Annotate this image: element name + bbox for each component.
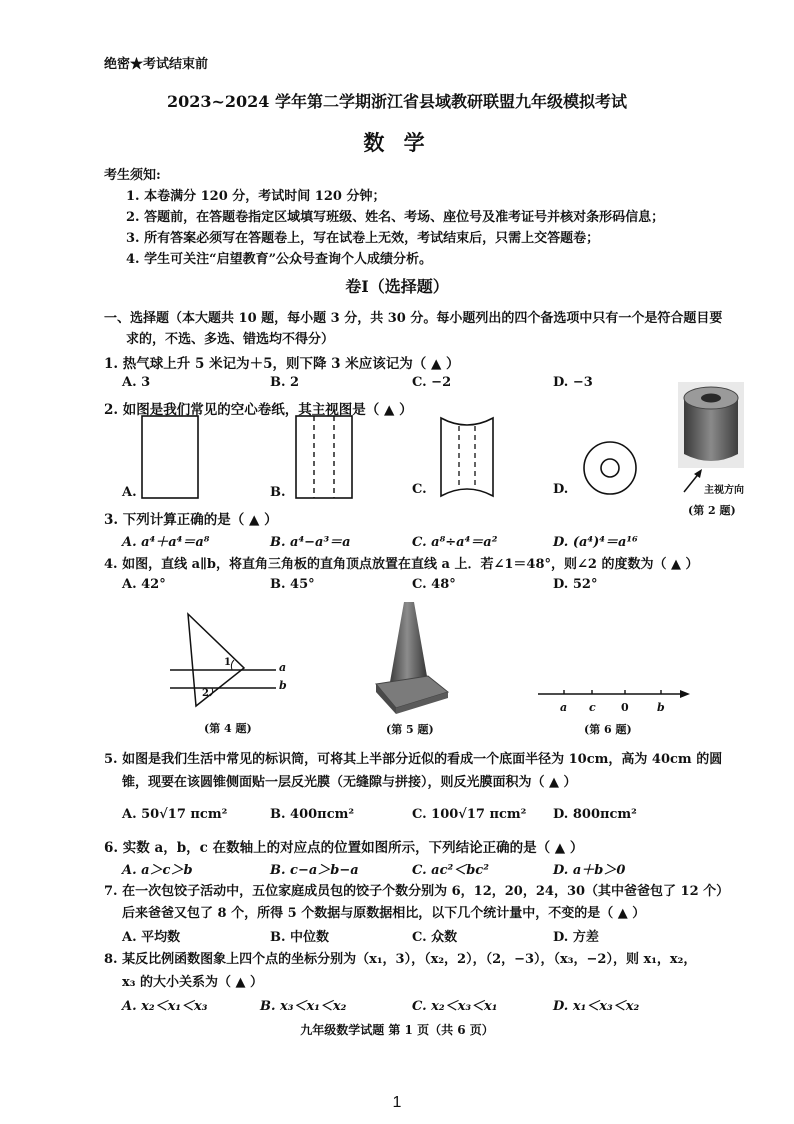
- q7-option-c: C. 众数: [412, 930, 458, 945]
- q7-option-d: D. 方差: [553, 930, 599, 945]
- fig6-label-0: 0: [621, 701, 629, 714]
- notice-item: 4. 学生可关注“启望教育”公众号查询个人成绩分析。: [126, 252, 433, 267]
- fig4-label-a: a: [279, 661, 287, 674]
- q5-option-a: A. 50√17 πcm²: [122, 807, 228, 822]
- fig6-label-a: a: [560, 701, 568, 714]
- q3-option-a: A. a⁴＋a⁴＝a⁸: [122, 535, 210, 550]
- figure-4-caption: (第 4 题): [204, 722, 252, 735]
- figure-2-caption: (第 2 题): [688, 504, 736, 517]
- q3-option-b: B. a⁴−a³＝a: [270, 535, 351, 550]
- toilet-roll-photo: [678, 382, 744, 468]
- q8-option-c: C. x₂＜x₃＜x₁: [412, 999, 498, 1014]
- q2-option-d: D.: [553, 482, 569, 497]
- section-title: 卷I（选择题）: [345, 277, 449, 296]
- q5-option-d: D. 800πcm²: [553, 807, 637, 822]
- question-6-stem: 6. 实数 a，b，c 在数轴上的对应点的位置如图所示，下列结论正确的是（ ▲ ）: [104, 840, 584, 856]
- q5-option-b: B. 400πcm²: [270, 807, 355, 822]
- fig6-label-b: b: [657, 701, 665, 714]
- exam-title: 2023~2024 学年第二学期浙江省县域教研联盟九年级模拟考试: [166, 92, 628, 111]
- q1-option-b: B. 2: [270, 375, 300, 390]
- q4-option-a: A. 42°: [122, 577, 166, 592]
- q4-option-b: B. 45°: [270, 577, 315, 592]
- q7-option-a: A. 平均数: [122, 930, 181, 945]
- secret-label: 绝密★考试结束前: [104, 57, 209, 72]
- view-direction-arrow: [680, 468, 706, 494]
- question-8-stem-cont: x₃ 的大小关系为（ ▲ ）: [122, 975, 264, 990]
- q3-option-c: C. a⁸÷a⁴＝a²: [412, 535, 498, 550]
- figure-5-caption: (第 5 题): [386, 723, 434, 736]
- q2-figure-d-ring: [580, 438, 640, 498]
- section-instruction: 一、选择题（本大题共 10 题，每小题 3 分，共 30 分。每小题列出的四个备选项中只有一个是符合题目要: [104, 311, 723, 326]
- question-2-stem: 2. 如图是我们常见的空心卷纸，其主视图是（ ▲ ）: [104, 402, 413, 418]
- q2-figure-b-dashed-rectangle: [294, 414, 356, 500]
- question-7-stem: 7. 在一次包饺子活动中，五位家庭成员包的饺子个数分别为 6，12，20，24，30（其中爸爸包了 12 个）: [104, 884, 730, 899]
- q6-option-d: D. a＋b＞0: [553, 863, 626, 878]
- q5-option-c: C. 100√17 πcm²: [412, 807, 527, 822]
- question-7-stem-cont: 后来爸爸又包了 8 个，所得 5 个数据与原数据相比，以下几个统计量中，不变的是（ ▲ ）: [122, 906, 646, 921]
- fig4-angle-1: 1: [224, 657, 231, 668]
- q7-option-b: B. 中位数: [270, 930, 330, 945]
- fig4-label-b: b: [279, 679, 287, 692]
- view-direction-label: 主视方向: [704, 485, 744, 496]
- q8-option-d: D. x₁＜x₃＜x₂: [553, 999, 640, 1014]
- q6-option-c: C. ac²＜bc²: [412, 863, 489, 878]
- subject-title: 数 学: [363, 130, 431, 155]
- figure-5-cone-photo: [372, 600, 452, 716]
- q8-option-a: A. x₂＜x₁＜x₃: [122, 999, 208, 1014]
- q4-option-c: C. 48°: [412, 577, 456, 592]
- q1-option-a: A. 3: [122, 375, 151, 390]
- question-3-stem: 3. 下列计算正确的是（ ▲ ）: [104, 512, 278, 528]
- notice-item: 3. 所有答案必须写在答题卷上，写在试卷上无效，考试结束后，只需上交答题卷；: [126, 231, 600, 246]
- notice-heading: 考生须知:: [104, 168, 161, 183]
- figure-6-number-line: [536, 686, 692, 702]
- question-8-stem: 8. 某反比例函数图象上四个点的坐标分别为（x₁，3），（x₂，2），（2，−3），（x₃，−2），则 x₁，x₂，: [104, 952, 697, 967]
- q6-option-b: B. c−a＞b−a: [270, 863, 359, 878]
- fig4-angle-2: 2: [202, 688, 209, 699]
- question-5-stem: 5. 如图是我们生活中常见的标识筒，可将其上半部分近似的看成一个底面半径为 10cm，高为 40cm 的圆: [104, 752, 723, 767]
- page-footer: 九年级数学试题 第 1 页（共 6 页）: [300, 1023, 494, 1037]
- q8-option-b: B. x₃＜x₁＜x₂: [260, 999, 347, 1014]
- figure-6-caption: (第 6 题): [584, 723, 632, 736]
- q2-option-c: C.: [412, 482, 427, 497]
- notice-item: 2. 答题前，在答题卷指定区域填写班级、姓名、考场、座位号及准考证号并核对条形码信息；: [126, 210, 665, 225]
- question-4-stem: 4. 如图，直线 a∥b，将直角三角板的直角顶点放置在直线 a 上．若∠1＝48°，则∠2 的度数为（ ▲ ）: [104, 557, 699, 572]
- q2-option-a: A.: [122, 485, 137, 500]
- question-5-stem-cont: 锥，现要在该圆锥侧面贴一层反光膜（无缝隙与拼接），则反光膜面积为（ ▲ ）: [122, 775, 577, 790]
- fig6-label-c: c: [589, 701, 596, 714]
- q2-option-b: B.: [270, 485, 286, 500]
- q4-option-d: D. 52°: [553, 577, 598, 592]
- q6-option-a: A. a＞c＞b: [122, 863, 193, 878]
- q1-option-c: C. −2: [412, 375, 452, 390]
- q3-option-d: D. (a⁴)⁴＝a¹⁶: [553, 535, 638, 550]
- q2-figure-a-rectangle: [140, 414, 200, 500]
- page-number: 1: [392, 1094, 402, 1111]
- q1-option-d: D. −3: [553, 375, 593, 390]
- q2-figure-c-curved: [437, 412, 499, 502]
- section-instruction: 求的，不选、多选、错选均不得分）: [126, 332, 335, 347]
- notice-item: 1. 本卷满分 120 分，考试时间 120 分钟；: [126, 189, 386, 204]
- question-1-stem: 1. 热气球上升 5 米记为＋5，则下降 3 米应该记为（ ▲ ）: [104, 356, 460, 372]
